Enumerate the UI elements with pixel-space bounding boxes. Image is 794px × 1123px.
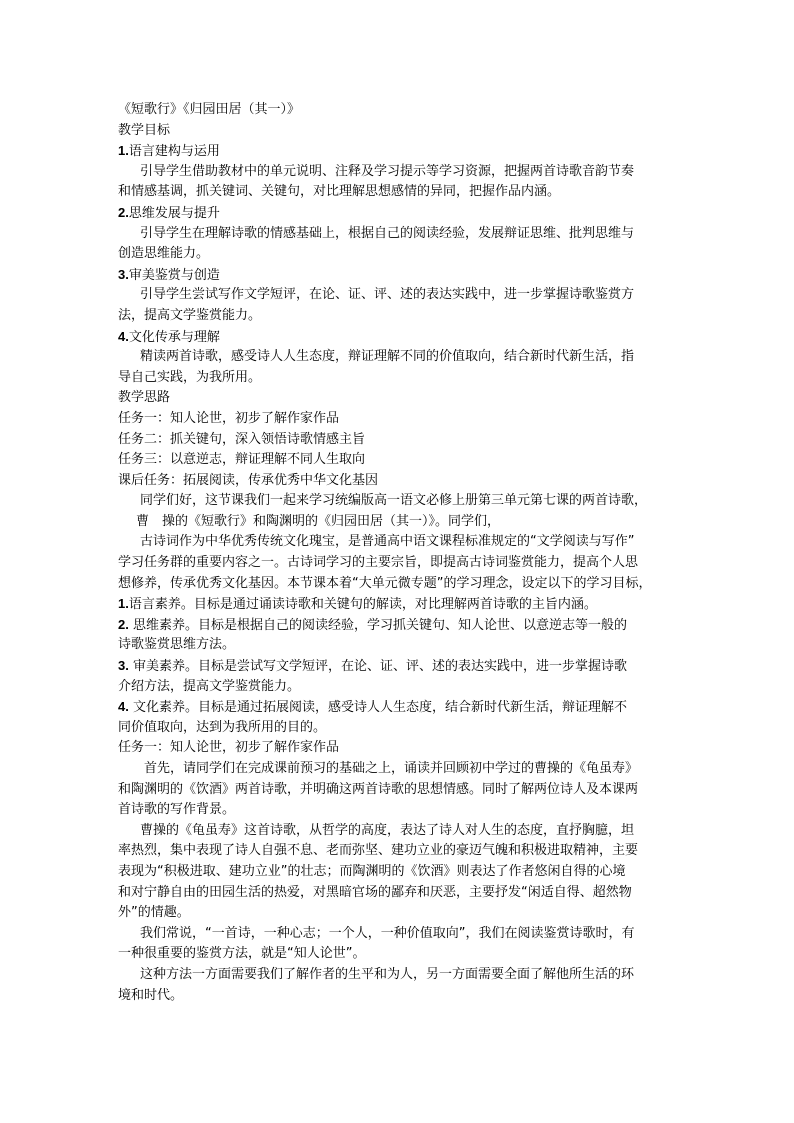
text-line xyxy=(118,532,678,553)
line-text: 创造思维能力。 xyxy=(118,246,210,262)
text-line xyxy=(118,224,678,245)
list-number: 1. xyxy=(118,143,129,159)
line-text: 任务二：抓关键句，深入领悟诗歌情感主旨 xyxy=(118,431,366,447)
line-text: 任务一：知人论世，初步了解作家作品 xyxy=(118,740,340,756)
text-line xyxy=(118,965,678,986)
text-line xyxy=(118,512,678,533)
document-page xyxy=(118,100,678,1006)
line-text: 课后任务：拓展阅读，传承优秀中华文化基因 xyxy=(118,472,379,488)
line-text: 率热烈，集中表现了诗人自强不息、老而弥坚、建功立业的豪迈气魄和积极进取精神，主要 xyxy=(118,843,639,859)
line-text: 介绍方法，提高文学鉴赏能力。 xyxy=(118,678,301,694)
text-line xyxy=(118,265,678,286)
line-text: 想修养，传承优秀文化基因。本节课本着“大单元微专题”的学习理念，设定以下的学习目标， xyxy=(118,575,652,591)
text-line xyxy=(118,944,678,965)
line-text: 《短歌行》《归园田居（其一）》 xyxy=(118,102,301,117)
text-line xyxy=(118,471,678,492)
text-line xyxy=(118,327,678,348)
line-text: 首诗歌的写作背景。 xyxy=(118,802,236,818)
text-line xyxy=(118,780,678,801)
text-line xyxy=(118,841,678,862)
list-number: 4. xyxy=(118,328,129,344)
line-text: 古诗词作为中华优秀传统文化瑰宝，是普通高中语文课程标准规定的“文学阅读与写作” xyxy=(140,534,635,550)
line-text: 我们常说，“一首诗，一种心志；一个人，一种价值取向”，我们在阅读鉴赏诗歌时，有 xyxy=(140,925,635,941)
line-text: 法，提高文学鉴赏能力。 xyxy=(118,307,262,323)
text-line xyxy=(118,347,678,368)
line-text: 一种很重要的鉴赏方法，就是“知人论世”。 xyxy=(118,946,366,962)
line-text: 思维素养。目标是根据自己的阅读经验，学习抓关键句、知人论世、以意逆志等一般的 xyxy=(128,617,627,633)
line-text: 语言素养。目标是通过诵读诗歌和关键句的解读，对比理解两首诗歌的主旨内涵。 xyxy=(128,597,597,613)
text-line xyxy=(118,903,678,924)
text-line xyxy=(118,491,678,512)
text-line xyxy=(118,430,678,451)
line-text: 首先，请同学们在完成课前预习的基础之上，诵读并回顾初中学过的曹操的《龟虽寿》 xyxy=(144,761,639,776)
line-text: 教学目标 xyxy=(118,122,171,138)
line-text: 同学们好，这节课我们一起来学习统编版高一语文必修上册第三单元第七课的两首诗歌， xyxy=(140,493,648,509)
line-text: 这种方法一方面需要我们了解作者的生平和为人，另一方面需要全面了解他所生活的环 xyxy=(140,966,635,982)
text-line xyxy=(118,162,678,183)
text-line xyxy=(118,388,678,409)
text-line xyxy=(118,594,678,615)
line-text: 语言建构与运用 xyxy=(128,144,220,160)
line-text: 引导学生借助教材中的单元说明、注释及学习提示等学习资源，把握两首诗歌音韵节奏 xyxy=(140,163,635,179)
line-text: 思维发展与提升 xyxy=(128,205,220,221)
list-number: 3. xyxy=(118,266,129,282)
text-line xyxy=(118,759,678,780)
list-number: 3. xyxy=(118,658,129,674)
line-text: 表现为“积极进取、建功立业”的壮志；而陶渊明的《饮酒》则表达了作者悠闲自得的心境 xyxy=(118,863,626,879)
text-line xyxy=(118,203,678,224)
text-line xyxy=(118,553,678,574)
line-text: 和情感基调，抓关键词、关键句，对比理解思想感情的异同，把握作品内涵。 xyxy=(118,184,561,200)
text-line xyxy=(118,738,678,759)
line-text: 导自己实践，为我所用。 xyxy=(118,369,262,385)
line-text: 文化传承与理解 xyxy=(128,329,220,345)
line-text: 审美鉴赏与创造 xyxy=(128,267,220,283)
text-line xyxy=(118,924,678,945)
line-text: 任务一：知人论世，初步了解作家作品 xyxy=(118,410,340,426)
text-line xyxy=(118,285,678,306)
text-line xyxy=(118,306,678,327)
text-line xyxy=(118,368,678,389)
list-number: 1. xyxy=(118,596,129,612)
text-line xyxy=(118,677,678,698)
text-line xyxy=(118,718,678,739)
text-line xyxy=(118,800,678,821)
line-text: 任务三：以意逆志，辩证理解不同人生取向 xyxy=(118,452,366,468)
text-line xyxy=(118,883,678,904)
text-line xyxy=(118,100,678,121)
line-text: 引导学生在理解诗歌的情感基础上，根据自己的阅读经验，发展辩证思维、批判思维与 xyxy=(140,225,635,241)
text-line xyxy=(118,986,678,1007)
text-line xyxy=(118,821,678,842)
text-line xyxy=(118,615,678,636)
text-line xyxy=(118,450,678,471)
line-text: 诗歌鉴赏思维方法。 xyxy=(118,637,236,653)
line-text: 精读两首诗歌，感受诗人人生态度，辩证理解不同的价值取向，结合新时代新生活，指 xyxy=(140,349,635,365)
line-text: 引导学生尝试写作文学短评，在论、证、评、述的表达实践中，进一步掌握诗歌鉴赏方 xyxy=(140,287,635,303)
text-line xyxy=(118,244,678,265)
line-text: 文化素养。目标是通过拓展阅读，感受诗人人生态度，结合新时代新生活，辩证理解不 xyxy=(128,700,627,716)
line-text: 曹 操的《短歌行》和陶渊明的《归园田居（其一）》。同学们， xyxy=(136,513,501,529)
line-text: 境和时代。 xyxy=(118,987,184,1003)
line-text: 教学思路 xyxy=(118,390,171,406)
text-line xyxy=(118,862,678,883)
list-number: 2. xyxy=(118,204,129,220)
line-text: 和陶渊明的《饮酒》两首诗歌，并明确这两首诗歌的思想情感。同时了解两位诗人及本课两 xyxy=(118,781,639,797)
line-text: 和对宁静自由的田园生活的热爱，对黑暗官场的鄙弃和厌恶，主要抒发“闲适自得、超然物 xyxy=(118,884,632,900)
text-line xyxy=(118,635,678,656)
list-number: 4. xyxy=(118,699,129,715)
text-line xyxy=(118,182,678,203)
text-line xyxy=(118,697,678,718)
text-line xyxy=(118,409,678,430)
text-line xyxy=(118,574,678,595)
text-line xyxy=(118,656,678,677)
line-text: 外”的情趣。 xyxy=(118,905,190,921)
line-text: 同价值取向，达到为我所用的目的。 xyxy=(118,719,327,735)
line-text: 学习任务群的重要内容之一。古诗词学习的主要宗旨，即提高古诗词鉴赏能力，提高个人思 xyxy=(118,555,639,571)
line-text: 曹操的《龟虽寿》这首诗歌，从哲学的高度，表达了诗人对人生的态度，直抒胸臆，坦 xyxy=(140,822,635,838)
line-text: 审美素养。目标是尝试写文学短评，在论、证、评、述的表达实践中，进一步掌握诗歌 xyxy=(128,659,627,675)
text-line xyxy=(118,121,678,142)
list-number: 2. xyxy=(118,616,129,632)
text-line xyxy=(118,141,678,162)
